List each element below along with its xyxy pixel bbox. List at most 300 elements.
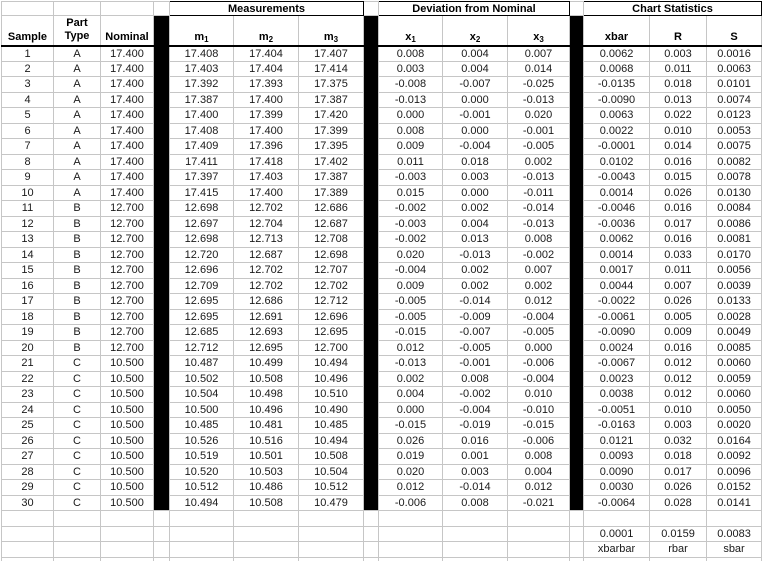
xbar-cell[interactable]: 0.0102 (584, 154, 650, 170)
m2-cell[interactable]: 10.496 (234, 402, 299, 418)
x3-cell[interactable]: -0.011 (508, 185, 570, 201)
x1-cell[interactable]: 0.020 (379, 464, 443, 480)
r-cell[interactable]: 0.026 (650, 294, 707, 310)
x1-cell[interactable]: -0.002 (379, 232, 443, 248)
blank-cell[interactable] (299, 511, 364, 527)
r-cell[interactable]: 0.015 (650, 170, 707, 186)
x3-cell[interactable]: 0.002 (508, 278, 570, 294)
m2-cell[interactable]: 10.499 (234, 356, 299, 372)
sample-cell[interactable]: 9 (2, 170, 54, 186)
x2-cell[interactable]: 0.000 (443, 123, 508, 139)
part-type-cell[interactable]: C (54, 371, 101, 387)
s-cell[interactable]: 0.0016 (707, 46, 762, 62)
x2-cell[interactable]: -0.007 (443, 325, 508, 341)
x2-cell[interactable]: -0.001 (443, 108, 508, 124)
xbar-cell[interactable]: -0.0043 (584, 170, 650, 186)
x2-cell[interactable]: 0.001 (443, 449, 508, 465)
x1-cell[interactable]: -0.015 (379, 325, 443, 341)
m3-cell[interactable]: 12.686 (299, 201, 364, 217)
xbar-cell[interactable]: -0.0135 (584, 77, 650, 93)
nominal-cell[interactable]: 17.400 (101, 61, 154, 77)
m1-cell[interactable]: 10.494 (170, 495, 234, 511)
x2-cell[interactable]: -0.004 (443, 402, 508, 418)
m1-cell[interactable]: 12.685 (170, 325, 234, 341)
sample-cell[interactable]: 14 (2, 247, 54, 263)
xbar-cell[interactable]: -0.0001 (584, 139, 650, 155)
x2-cell[interactable]: -0.005 (443, 340, 508, 356)
m2-cell[interactable]: 17.400 (234, 123, 299, 139)
part-type-cell[interactable]: A (54, 108, 101, 124)
blank-cell[interactable] (379, 526, 443, 542)
x1-cell[interactable]: -0.015 (379, 418, 443, 434)
blank-cell[interactable] (443, 557, 508, 561)
part-type-cell[interactable]: C (54, 387, 101, 403)
m3-cell[interactable]: 12.698 (299, 247, 364, 263)
xbar-cell[interactable]: -0.0046 (584, 201, 650, 217)
part-type-cell[interactable]: A (54, 123, 101, 139)
s-cell[interactable]: 0.0081 (707, 232, 762, 248)
sample-cell[interactable]: 2 (2, 61, 54, 77)
x2-cell[interactable]: 0.008 (443, 371, 508, 387)
x3-cell[interactable]: 0.014 (508, 61, 570, 77)
m1-cell[interactable]: 12.695 (170, 309, 234, 325)
nominal-cell[interactable]: 17.400 (101, 170, 154, 186)
blank-cell[interactable] (443, 526, 508, 542)
blank-cell[interactable] (2, 511, 54, 527)
nominal-cell[interactable]: 12.700 (101, 278, 154, 294)
part-type-cell[interactable]: B (54, 232, 101, 248)
rbar-value-cell[interactable]: 0.0159 (650, 526, 707, 542)
sample-cell[interactable]: 23 (2, 387, 54, 403)
x3-cell[interactable]: 0.012 (508, 480, 570, 496)
xbar-cell[interactable]: 0.0062 (584, 46, 650, 62)
x2-cell[interactable]: -0.007 (443, 77, 508, 93)
sample-cell[interactable]: 16 (2, 278, 54, 294)
m3-cell[interactable]: 12.695 (299, 325, 364, 341)
s-cell[interactable]: 0.0078 (707, 170, 762, 186)
m1-cell[interactable]: 17.411 (170, 154, 234, 170)
sample-cell[interactable]: 12 (2, 216, 54, 232)
part-type-cell[interactable]: C (54, 495, 101, 511)
sample-cell[interactable]: 4 (2, 92, 54, 108)
x3-cell[interactable]: 0.012 (508, 294, 570, 310)
x1-cell[interactable]: 0.015 (379, 185, 443, 201)
x3-cell[interactable]: -0.004 (508, 309, 570, 325)
m3-cell[interactable]: 12.707 (299, 263, 364, 279)
xbar-cell[interactable]: -0.0090 (584, 325, 650, 341)
blank-cell[interactable] (508, 511, 570, 527)
m3-cell[interactable]: 12.702 (299, 278, 364, 294)
x1-cell[interactable]: -0.005 (379, 294, 443, 310)
s-cell[interactable]: 0.0133 (707, 294, 762, 310)
blank-cell[interactable] (234, 511, 299, 527)
x2-cell[interactable]: -0.004 (443, 139, 508, 155)
x3-cell[interactable]: 0.002 (508, 154, 570, 170)
x1-cell[interactable]: 0.012 (379, 480, 443, 496)
blank-cell[interactable] (707, 511, 762, 527)
sample-cell[interactable]: 24 (2, 402, 54, 418)
x3-cell[interactable]: -0.006 (508, 433, 570, 449)
s-cell[interactable]: 0.0049 (707, 325, 762, 341)
blank-cell[interactable] (234, 526, 299, 542)
part-type-cell[interactable]: C (54, 418, 101, 434)
x2-cell[interactable]: -0.014 (443, 294, 508, 310)
m1-cell[interactable]: 10.520 (170, 464, 234, 480)
m3-cell[interactable]: 10.496 (299, 371, 364, 387)
blank-cell[interactable] (443, 542, 508, 558)
nominal-cell[interactable]: 10.500 (101, 449, 154, 465)
xbar-cell[interactable]: 0.0063 (584, 108, 650, 124)
m1-cell[interactable]: 12.698 (170, 232, 234, 248)
m3-cell[interactable]: 12.708 (299, 232, 364, 248)
xbar-cell[interactable]: -0.0067 (584, 356, 650, 372)
m2-cell[interactable]: 17.418 (234, 154, 299, 170)
s-cell[interactable]: 0.0152 (707, 480, 762, 496)
blank-cell[interactable] (299, 526, 364, 542)
m3-cell[interactable]: 17.389 (299, 185, 364, 201)
r-cell[interactable]: 0.012 (650, 356, 707, 372)
r-cell[interactable]: 0.016 (650, 340, 707, 356)
r-cell[interactable]: 0.012 (650, 371, 707, 387)
r-cell[interactable]: 0.003 (650, 46, 707, 62)
m1-cell[interactable]: 12.712 (170, 340, 234, 356)
part-type-cell[interactable]: C (54, 433, 101, 449)
x2-cell[interactable]: -0.001 (443, 356, 508, 372)
r-cell[interactable]: 0.022 (650, 108, 707, 124)
xbar-cell[interactable]: 0.0121 (584, 433, 650, 449)
nominal-cell[interactable]: 10.500 (101, 480, 154, 496)
m3-cell[interactable]: 17.402 (299, 154, 364, 170)
blank-cell[interactable] (707, 557, 762, 561)
sample-cell[interactable]: 1 (2, 46, 54, 62)
sample-cell[interactable]: 17 (2, 294, 54, 310)
xbar-cell[interactable]: -0.0163 (584, 418, 650, 434)
x2-cell[interactable]: -0.009 (443, 309, 508, 325)
s-cell[interactable]: 0.0092 (707, 449, 762, 465)
x3-cell[interactable]: -0.005 (508, 139, 570, 155)
blank-cell[interactable] (299, 557, 364, 561)
m2-cell[interactable]: 12.693 (234, 325, 299, 341)
s-cell[interactable]: 0.0050 (707, 402, 762, 418)
x3-cell[interactable]: 0.020 (508, 108, 570, 124)
nominal-cell[interactable]: 10.500 (101, 495, 154, 511)
x1-cell[interactable]: 0.020 (379, 247, 443, 263)
blank-cell[interactable] (54, 557, 101, 561)
m3-cell[interactable]: 17.420 (299, 108, 364, 124)
x3-cell[interactable]: 0.008 (508, 449, 570, 465)
x3-cell[interactable]: 0.004 (508, 464, 570, 480)
nominal-cell[interactable]: 17.400 (101, 108, 154, 124)
x3-cell[interactable]: -0.004 (508, 371, 570, 387)
part-type-cell[interactable]: B (54, 325, 101, 341)
s-cell[interactable]: 0.0053 (707, 123, 762, 139)
x2-cell[interactable]: 0.002 (443, 278, 508, 294)
sample-cell[interactable]: 7 (2, 139, 54, 155)
nominal-cell[interactable]: 10.500 (101, 387, 154, 403)
r-cell[interactable]: 0.010 (650, 123, 707, 139)
m1-cell[interactable]: 12.696 (170, 263, 234, 279)
m2-cell[interactable]: 10.498 (234, 387, 299, 403)
m3-cell[interactable]: 10.479 (299, 495, 364, 511)
blank-cell[interactable] (650, 557, 707, 561)
xbar-cell[interactable]: 0.0093 (584, 449, 650, 465)
m2-cell[interactable]: 17.393 (234, 77, 299, 93)
s-cell[interactable]: 0.0170 (707, 247, 762, 263)
nominal-cell[interactable]: 10.500 (101, 371, 154, 387)
x3-cell[interactable]: -0.021 (508, 495, 570, 511)
r-cell[interactable]: 0.013 (650, 92, 707, 108)
part-type-cell[interactable]: A (54, 139, 101, 155)
x3-cell[interactable]: -0.002 (508, 247, 570, 263)
s-cell[interactable]: 0.0060 (707, 387, 762, 403)
r-cell[interactable]: 0.016 (650, 232, 707, 248)
r-cell[interactable]: 0.011 (650, 263, 707, 279)
x3-cell[interactable]: -0.013 (508, 170, 570, 186)
part-type-cell[interactable]: B (54, 201, 101, 217)
m3-cell[interactable]: 10.494 (299, 433, 364, 449)
r-cell[interactable]: 0.010 (650, 402, 707, 418)
m1-cell[interactable]: 10.487 (170, 356, 234, 372)
m3-cell[interactable]: 10.504 (299, 464, 364, 480)
x1-cell[interactable]: 0.011 (379, 154, 443, 170)
x2-cell[interactable]: 0.000 (443, 185, 508, 201)
x1-cell[interactable]: -0.003 (379, 216, 443, 232)
sample-cell[interactable]: 30 (2, 495, 54, 511)
m2-cell[interactable]: 12.702 (234, 278, 299, 294)
m2-cell[interactable]: 17.404 (234, 46, 299, 62)
xbar-cell[interactable]: 0.0014 (584, 185, 650, 201)
blank-cell[interactable] (170, 542, 234, 558)
x2-cell[interactable]: -0.019 (443, 418, 508, 434)
m2-cell[interactable]: 10.508 (234, 495, 299, 511)
blank-cell[interactable] (54, 542, 101, 558)
blank-cell[interactable] (101, 557, 154, 561)
part-type-cell[interactable]: B (54, 216, 101, 232)
x1-cell[interactable]: 0.009 (379, 278, 443, 294)
x3-cell[interactable]: 0.000 (508, 340, 570, 356)
blank-cell[interactable] (508, 557, 570, 561)
blank-cell[interactable] (299, 542, 364, 558)
sample-cell[interactable]: 21 (2, 356, 54, 372)
part-type-cell[interactable]: A (54, 185, 101, 201)
x1-cell[interactable]: -0.004 (379, 263, 443, 279)
blank-cell[interactable] (170, 557, 234, 561)
m3-cell[interactable]: 10.508 (299, 449, 364, 465)
m1-cell[interactable]: 12.698 (170, 201, 234, 217)
xbar-cell[interactable]: 0.0017 (584, 263, 650, 279)
s-cell[interactable]: 0.0074 (707, 92, 762, 108)
part-type-cell[interactable]: B (54, 263, 101, 279)
m1-cell[interactable]: 10.485 (170, 418, 234, 434)
nominal-cell[interactable]: 12.700 (101, 232, 154, 248)
s-cell[interactable]: 0.0059 (707, 371, 762, 387)
nominal-cell[interactable]: 17.400 (101, 185, 154, 201)
nominal-cell[interactable]: 12.700 (101, 201, 154, 217)
sample-cell[interactable]: 6 (2, 123, 54, 139)
m2-cell[interactable]: 10.516 (234, 433, 299, 449)
x2-cell[interactable]: 0.016 (443, 433, 508, 449)
nominal-cell[interactable]: 17.400 (101, 77, 154, 93)
m2-cell[interactable]: 17.396 (234, 139, 299, 155)
r-cell[interactable]: 0.016 (650, 154, 707, 170)
m1-cell[interactable]: 17.408 (170, 123, 234, 139)
m2-cell[interactable]: 12.686 (234, 294, 299, 310)
x1-cell[interactable]: 0.008 (379, 123, 443, 139)
m1-cell[interactable]: 10.504 (170, 387, 234, 403)
x1-cell[interactable]: -0.008 (379, 77, 443, 93)
sample-cell[interactable]: 13 (2, 232, 54, 248)
s-cell[interactable]: 0.0101 (707, 77, 762, 93)
nominal-cell[interactable]: 10.500 (101, 464, 154, 480)
nominal-cell[interactable]: 12.700 (101, 309, 154, 325)
blank-cell[interactable] (2, 526, 54, 542)
r-cell[interactable]: 0.033 (650, 247, 707, 263)
part-type-cell[interactable]: C (54, 449, 101, 465)
x1-cell[interactable]: -0.003 (379, 170, 443, 186)
m3-cell[interactable]: 17.399 (299, 123, 364, 139)
m2-cell[interactable]: 12.687 (234, 247, 299, 263)
m1-cell[interactable]: 12.709 (170, 278, 234, 294)
sample-cell[interactable]: 27 (2, 449, 54, 465)
blank-cell[interactable] (101, 511, 154, 527)
x3-cell[interactable]: -0.005 (508, 325, 570, 341)
part-type-cell[interactable]: C (54, 480, 101, 496)
s-cell[interactable]: 0.0085 (707, 340, 762, 356)
r-cell[interactable]: 0.026 (650, 185, 707, 201)
part-type-cell[interactable]: B (54, 247, 101, 263)
m2-cell[interactable]: 12.702 (234, 263, 299, 279)
sample-cell[interactable]: 8 (2, 154, 54, 170)
r-cell[interactable]: 0.005 (650, 309, 707, 325)
r-cell[interactable]: 0.009 (650, 325, 707, 341)
xbar-cell[interactable]: -0.0022 (584, 294, 650, 310)
x3-cell[interactable]: -0.013 (508, 92, 570, 108)
m3-cell[interactable]: 17.387 (299, 92, 364, 108)
m2-cell[interactable]: 12.691 (234, 309, 299, 325)
m1-cell[interactable]: 17.409 (170, 139, 234, 155)
xbar-cell[interactable]: 0.0023 (584, 371, 650, 387)
nominal-cell[interactable]: 12.700 (101, 294, 154, 310)
s-cell[interactable]: 0.0082 (707, 154, 762, 170)
blank-cell[interactable] (234, 542, 299, 558)
sample-cell[interactable]: 28 (2, 464, 54, 480)
x1-cell[interactable]: -0.013 (379, 92, 443, 108)
s-cell[interactable]: 0.0060 (707, 356, 762, 372)
x1-cell[interactable]: -0.002 (379, 201, 443, 217)
sample-cell[interactable]: 15 (2, 263, 54, 279)
m2-cell[interactable]: 10.503 (234, 464, 299, 480)
nominal-cell[interactable]: 12.700 (101, 325, 154, 341)
xbarbar-value-cell[interactable]: 0.0001 (584, 526, 650, 542)
x1-cell[interactable]: -0.013 (379, 356, 443, 372)
r-cell[interactable]: 0.007 (650, 278, 707, 294)
x2-cell[interactable]: 0.004 (443, 216, 508, 232)
part-type-cell[interactable]: A (54, 170, 101, 186)
blank-cell[interactable] (508, 542, 570, 558)
m1-cell[interactable]: 17.415 (170, 185, 234, 201)
x2-cell[interactable]: 0.003 (443, 170, 508, 186)
m1-cell[interactable]: 17.408 (170, 46, 234, 62)
nominal-cell[interactable]: 10.500 (101, 433, 154, 449)
part-type-cell[interactable]: B (54, 278, 101, 294)
blank-cell[interactable] (54, 511, 101, 527)
r-cell[interactable]: 0.003 (650, 418, 707, 434)
nominal-cell[interactable]: 17.400 (101, 154, 154, 170)
blank-cell[interactable] (2, 557, 54, 561)
x1-cell[interactable]: -0.006 (379, 495, 443, 511)
blank-cell[interactable] (443, 511, 508, 527)
xbar-cell[interactable]: 0.0024 (584, 340, 650, 356)
m1-cell[interactable]: 17.400 (170, 108, 234, 124)
blank-cell[interactable] (2, 542, 54, 558)
part-type-cell[interactable]: C (54, 464, 101, 480)
x2-cell[interactable]: 0.000 (443, 92, 508, 108)
blank-cell[interactable] (170, 511, 234, 527)
s-cell[interactable]: 0.0063 (707, 61, 762, 77)
nominal-cell[interactable]: 17.400 (101, 92, 154, 108)
xbar-cell[interactable]: -0.0051 (584, 402, 650, 418)
blank-cell[interactable] (379, 557, 443, 561)
m1-cell[interactable]: 10.519 (170, 449, 234, 465)
m3-cell[interactable]: 12.696 (299, 309, 364, 325)
m2-cell[interactable]: 12.695 (234, 340, 299, 356)
blank-cell[interactable] (650, 511, 707, 527)
x1-cell[interactable]: 0.009 (379, 139, 443, 155)
blank-cell[interactable] (101, 526, 154, 542)
m3-cell[interactable]: 17.387 (299, 170, 364, 186)
x2-cell[interactable]: 0.013 (443, 232, 508, 248)
nominal-cell[interactable]: 12.700 (101, 340, 154, 356)
x2-cell[interactable]: -0.014 (443, 480, 508, 496)
x2-cell[interactable]: 0.002 (443, 263, 508, 279)
m2-cell[interactable]: 17.400 (234, 185, 299, 201)
part-type-cell[interactable]: C (54, 356, 101, 372)
nominal-cell[interactable]: 12.700 (101, 247, 154, 263)
xbar-cell[interactable]: 0.0022 (584, 123, 650, 139)
blank-cell[interactable] (170, 526, 234, 542)
m2-cell[interactable]: 17.400 (234, 92, 299, 108)
m3-cell[interactable]: 10.512 (299, 480, 364, 496)
x2-cell[interactable]: -0.013 (443, 247, 508, 263)
x3-cell[interactable]: 0.007 (508, 263, 570, 279)
x2-cell[interactable]: 0.003 (443, 464, 508, 480)
x1-cell[interactable]: 0.012 (379, 340, 443, 356)
m2-cell[interactable]: 12.713 (234, 232, 299, 248)
sbar-value-cell[interactable]: 0.0083 (707, 526, 762, 542)
nominal-cell[interactable]: 17.400 (101, 46, 154, 62)
r-cell[interactable]: 0.028 (650, 495, 707, 511)
nominal-cell[interactable]: 10.500 (101, 356, 154, 372)
x2-cell[interactable]: 0.004 (443, 61, 508, 77)
m1-cell[interactable]: 17.387 (170, 92, 234, 108)
part-type-cell[interactable]: B (54, 340, 101, 356)
s-cell[interactable]: 0.0056 (707, 263, 762, 279)
m3-cell[interactable]: 17.375 (299, 77, 364, 93)
m2-cell[interactable]: 10.501 (234, 449, 299, 465)
part-type-cell[interactable]: A (54, 46, 101, 62)
sample-cell[interactable]: 11 (2, 201, 54, 217)
s-cell[interactable]: 0.0086 (707, 216, 762, 232)
blank-cell[interactable] (584, 511, 650, 527)
m3-cell[interactable]: 10.485 (299, 418, 364, 434)
x2-cell[interactable]: -0.002 (443, 387, 508, 403)
m3-cell[interactable]: 10.494 (299, 356, 364, 372)
r-cell[interactable]: 0.018 (650, 77, 707, 93)
m1-cell[interactable]: 17.397 (170, 170, 234, 186)
m3-cell[interactable]: 17.407 (299, 46, 364, 62)
xbar-cell[interactable]: 0.0014 (584, 247, 650, 263)
m2-cell[interactable]: 17.404 (234, 61, 299, 77)
